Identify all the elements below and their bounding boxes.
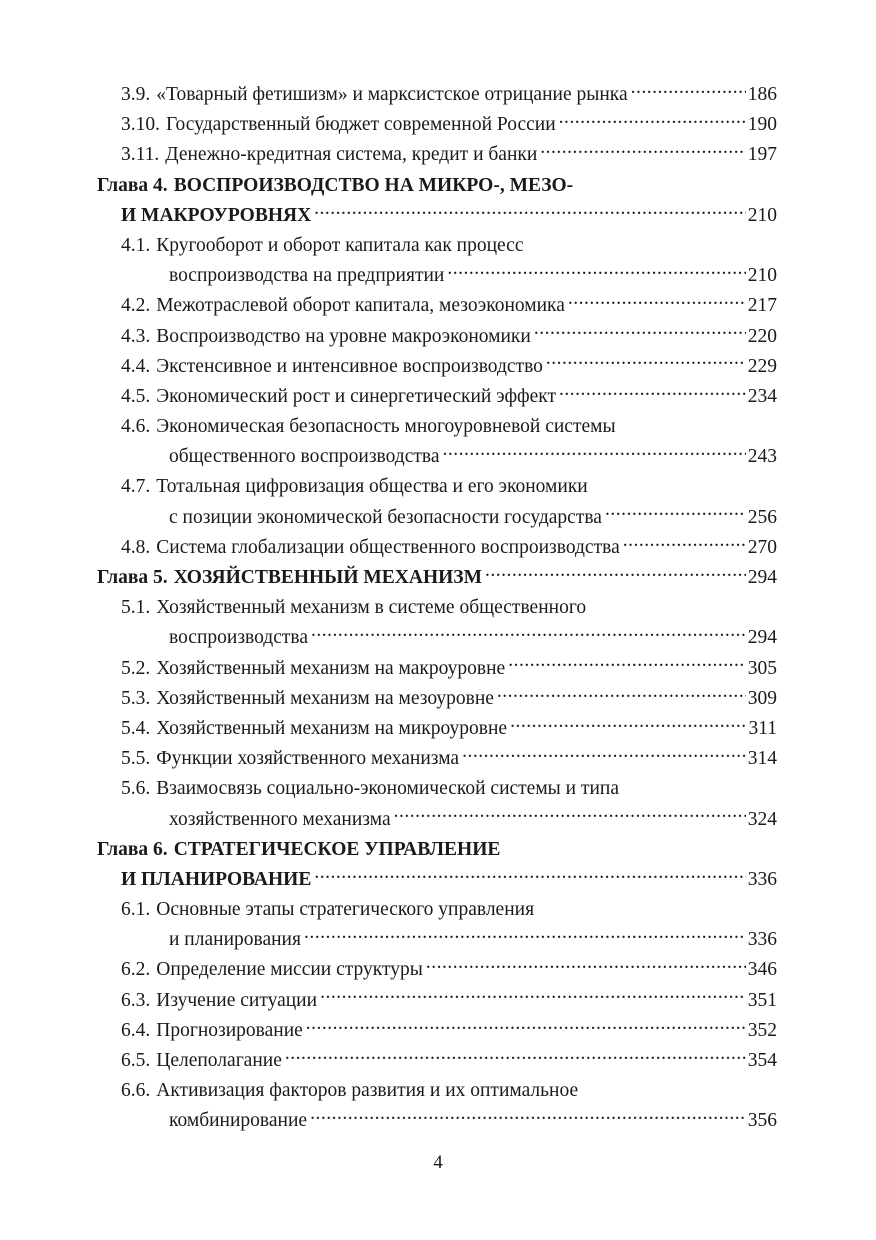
toc-section-row: [97, 654, 777, 684]
toc-section-row: [97, 1046, 777, 1076]
toc-entry-number: 4.4.: [121, 355, 151, 377]
toc-section-row: [97, 925, 777, 955]
toc-page-number: 346: [747, 959, 777, 981]
toc-dot-leader: [510, 714, 746, 734]
toc-entry-title: комбинирование: [169, 1110, 308, 1132]
toc-entry-number: Глава 6.: [97, 838, 168, 860]
toc-page-number: 324: [747, 808, 777, 830]
toc-dot-leader: [447, 262, 745, 282]
table-of-contents: [97, 80, 777, 1137]
toc-entry-number: Глава 5.: [97, 567, 168, 588]
toc-section-row: [97, 1016, 777, 1046]
toc-entry-number: 4.6.: [121, 416, 151, 438]
toc-section-row: [97, 1106, 777, 1136]
toc-page-number: 336: [747, 929, 777, 951]
toc-dot-leader: [310, 1107, 746, 1127]
toc-dot-leader: [485, 564, 746, 584]
toc-page-number: 336: [747, 868, 777, 890]
toc-entry-number: 4.8.: [121, 536, 151, 558]
toc-page-number: 309: [747, 687, 777, 709]
toc-section-row: [97, 1076, 777, 1106]
toc-entry-title: Государственный бюджет современной России: [166, 114, 556, 136]
toc-dot-leader: [559, 382, 746, 402]
toc-section-row: [97, 80, 777, 110]
toc-page-number: 351: [747, 989, 777, 1011]
page-number: 4: [433, 1152, 443, 1173]
toc-dot-leader: [623, 533, 746, 553]
toc-page-number: 234: [747, 385, 777, 407]
toc-dot-leader: [320, 986, 746, 1006]
toc-section-row: [97, 231, 777, 261]
toc-dot-leader: [605, 503, 746, 523]
toc-entry-number: 5.5.: [121, 748, 151, 770]
toc-entry-number: 3.11.: [121, 144, 160, 166]
toc-entry-title: Хозяйственный механизм в системе общественного: [156, 597, 587, 619]
toc-entry-title: ХОЗЯЙСТВЕННЫЙ МЕХАНИЗМ: [173, 567, 482, 588]
toc-dot-leader: [568, 292, 746, 312]
toc-entry-title: Хозяйственный механизм на микроуровне: [156, 717, 508, 739]
toc-entry-title: Определение миссии структуры: [156, 959, 423, 981]
toc-entry-title: Воспроизводство на уровне макроэкономики: [156, 325, 531, 347]
toc-section-row: [97, 895, 777, 925]
toc-entry-number: 6.5.: [121, 1050, 151, 1071]
toc-page-number: 354: [747, 1050, 777, 1071]
toc-dot-leader: [540, 141, 745, 161]
toc-dot-leader: [443, 443, 746, 463]
toc-dot-leader: [306, 1016, 746, 1036]
toc-page-number: 270: [747, 536, 777, 558]
toc-entry-title: Хозяйственный механизм на макроуровне: [156, 657, 506, 679]
toc-entry-number: 4.1.: [121, 234, 151, 256]
toc-section-row: [97, 774, 777, 804]
toc-dot-leader: [462, 745, 746, 765]
toc-page-number: 305: [747, 657, 777, 679]
toc-entry-number: 6.4.: [121, 1019, 151, 1041]
toc-entry-title: Прогнозирование: [156, 1019, 303, 1041]
toc-page-number: 314: [747, 748, 777, 770]
toc-section-row: [97, 533, 777, 563]
toc-chapter-row: [97, 563, 777, 593]
toc-page-number: 256: [747, 506, 777, 528]
toc-page-number: 352: [747, 1019, 777, 1041]
toc-entry-title: общественного воспроизводства: [169, 446, 440, 468]
toc-dot-leader: [311, 624, 746, 644]
toc-page-number: 210: [747, 265, 777, 287]
toc-section-row: [97, 805, 777, 835]
toc-chapter-row: [97, 835, 777, 865]
toc-section-row: [97, 322, 777, 352]
toc-dot-leader: [426, 956, 746, 976]
toc-entry-number: 5.1.: [121, 597, 151, 619]
toc-entry-title: И МАКРОУРОВНЯХ: [121, 204, 312, 226]
toc-page-number: 243: [747, 446, 777, 468]
toc-entry-title: И ПЛАНИРОВАНИЕ: [121, 868, 312, 890]
toc-dot-leader: [497, 684, 746, 704]
toc-page-number: 190: [747, 114, 777, 136]
toc-dot-leader: [534, 322, 746, 342]
toc-entry-number: 5.6.: [121, 778, 151, 800]
toc-dot-leader: [304, 926, 746, 946]
toc-section-row: [97, 593, 777, 623]
toc-chapter-row: [97, 865, 777, 895]
toc-section-row: [97, 623, 777, 653]
toc-dot-leader: [314, 201, 746, 221]
toc-chapter-row: [97, 171, 777, 201]
toc-entry-title: Основные этапы стратегического управления: [156, 899, 535, 921]
toc-entry-number: 4.5.: [121, 385, 151, 407]
toc-section-row: [97, 684, 777, 714]
toc-entry-number: 3.10.: [121, 114, 160, 136]
toc-chapter-row: [97, 201, 777, 231]
toc-section-row: [97, 352, 777, 382]
toc-entry-number: 5.3.: [121, 687, 151, 709]
toc-entry-title: Изучение ситуации: [156, 989, 318, 1011]
toc-entry-title: ВОСПРОИЗВОДСТВО НА МИКРО-, МЕЗО-: [173, 174, 574, 196]
toc-entry-number: 6.1.: [121, 899, 151, 921]
toc-page-number: 294: [747, 567, 777, 588]
toc-entry-title: Денежно-кредитная система, кредит и банки: [165, 144, 538, 166]
toc-section-row: [97, 714, 777, 744]
toc-dot-leader: [314, 865, 745, 885]
toc-entry-number: 4.2.: [121, 295, 151, 317]
toc-page-number: 210: [747, 204, 777, 226]
toc-entry-number: Глава 4.: [97, 174, 168, 196]
toc-entry-title: Кругооборот и оборот капитала как процесс: [156, 234, 524, 256]
toc-entry-number: 3.9.: [121, 84, 151, 105]
toc-entry-title: Межотраслевой оборот капитала, мезоэкономика: [156, 295, 565, 317]
toc-dot-leader: [394, 805, 746, 825]
toc-section-row: [97, 986, 777, 1016]
toc-entry-title: хозяйственного механизма: [169, 808, 391, 830]
toc-dot-leader: [508, 654, 746, 674]
toc-page-number: 294: [747, 627, 777, 649]
toc-dot-leader: [285, 1047, 746, 1067]
toc-section-row: [97, 503, 777, 533]
toc-entry-title: Взаимосвязь социально-экономической системы и типа: [156, 778, 620, 800]
toc-entry-title: Активизация факторов развития и их оптимальное: [156, 1080, 579, 1102]
toc-entry-title: с позиции экономической безопасности государства: [169, 506, 602, 528]
toc-section-row: [97, 744, 777, 774]
toc-section-row: [97, 291, 777, 321]
toc-entry-title: Целеполагание: [156, 1050, 282, 1071]
toc-entry-number: 5.2.: [121, 657, 151, 679]
toc-page-number: 311: [748, 717, 777, 739]
toc-page-number: 217: [747, 295, 777, 317]
toc-entry-title: Хозяйственный механизм на мезоуровне: [156, 687, 494, 709]
toc-dot-leader: [631, 81, 746, 101]
toc-entry-number: 6.3.: [121, 989, 151, 1011]
toc-entry-title: СТРАТЕГИЧЕСКОЕ УПРАВЛЕНИЕ: [173, 838, 501, 860]
toc-entry-number: 4.7.: [121, 476, 151, 498]
toc-section-row: [97, 261, 777, 291]
toc-entry-number: 6.6.: [121, 1080, 151, 1102]
toc-entry-number: 6.2.: [121, 959, 151, 981]
toc-page-number: 197: [747, 144, 777, 166]
toc-section-row: [97, 140, 777, 170]
toc-entry-title: Система глобализации общественного воспроизводства: [156, 536, 620, 558]
toc-section-row: [97, 472, 777, 502]
toc-page-number: 356: [747, 1110, 777, 1132]
toc-entry-title: Функции хозяйственного механизма: [156, 748, 460, 770]
toc-entry-number: 4.3.: [121, 325, 151, 347]
toc-entry-title: Тотальная цифровизация общества и его экономики: [156, 476, 588, 498]
toc-entry-title: воспроизводства: [169, 627, 309, 649]
toc-section-row: [97, 955, 777, 985]
toc-entry-title: Экстенсивное и интенсивное воспроизводство: [156, 355, 543, 377]
toc-page-number: 220: [747, 325, 777, 347]
toc-entry-title: воспроизводства на предприятии: [169, 265, 445, 287]
toc-page-number: 186: [747, 84, 777, 105]
toc-section-row: [97, 442, 777, 472]
toc-section-row: [97, 382, 777, 412]
toc-entry-title: и планирования: [169, 929, 301, 951]
toc-section-row: [97, 110, 777, 140]
toc-dot-leader: [546, 352, 746, 372]
toc-dot-leader: [559, 111, 746, 131]
toc-entry-number: 5.4.: [121, 717, 151, 739]
toc-page-number: 229: [747, 355, 777, 377]
toc-section-row: [97, 412, 777, 442]
toc-entry-title: Экономический рост и синергетический эффект: [156, 385, 557, 407]
toc-entry-title: «Товарный фетишизм» и марксистское отрицание рынка: [156, 84, 628, 105]
toc-entry-title: Экономическая безопасность многоуровневой системы: [156, 416, 616, 438]
